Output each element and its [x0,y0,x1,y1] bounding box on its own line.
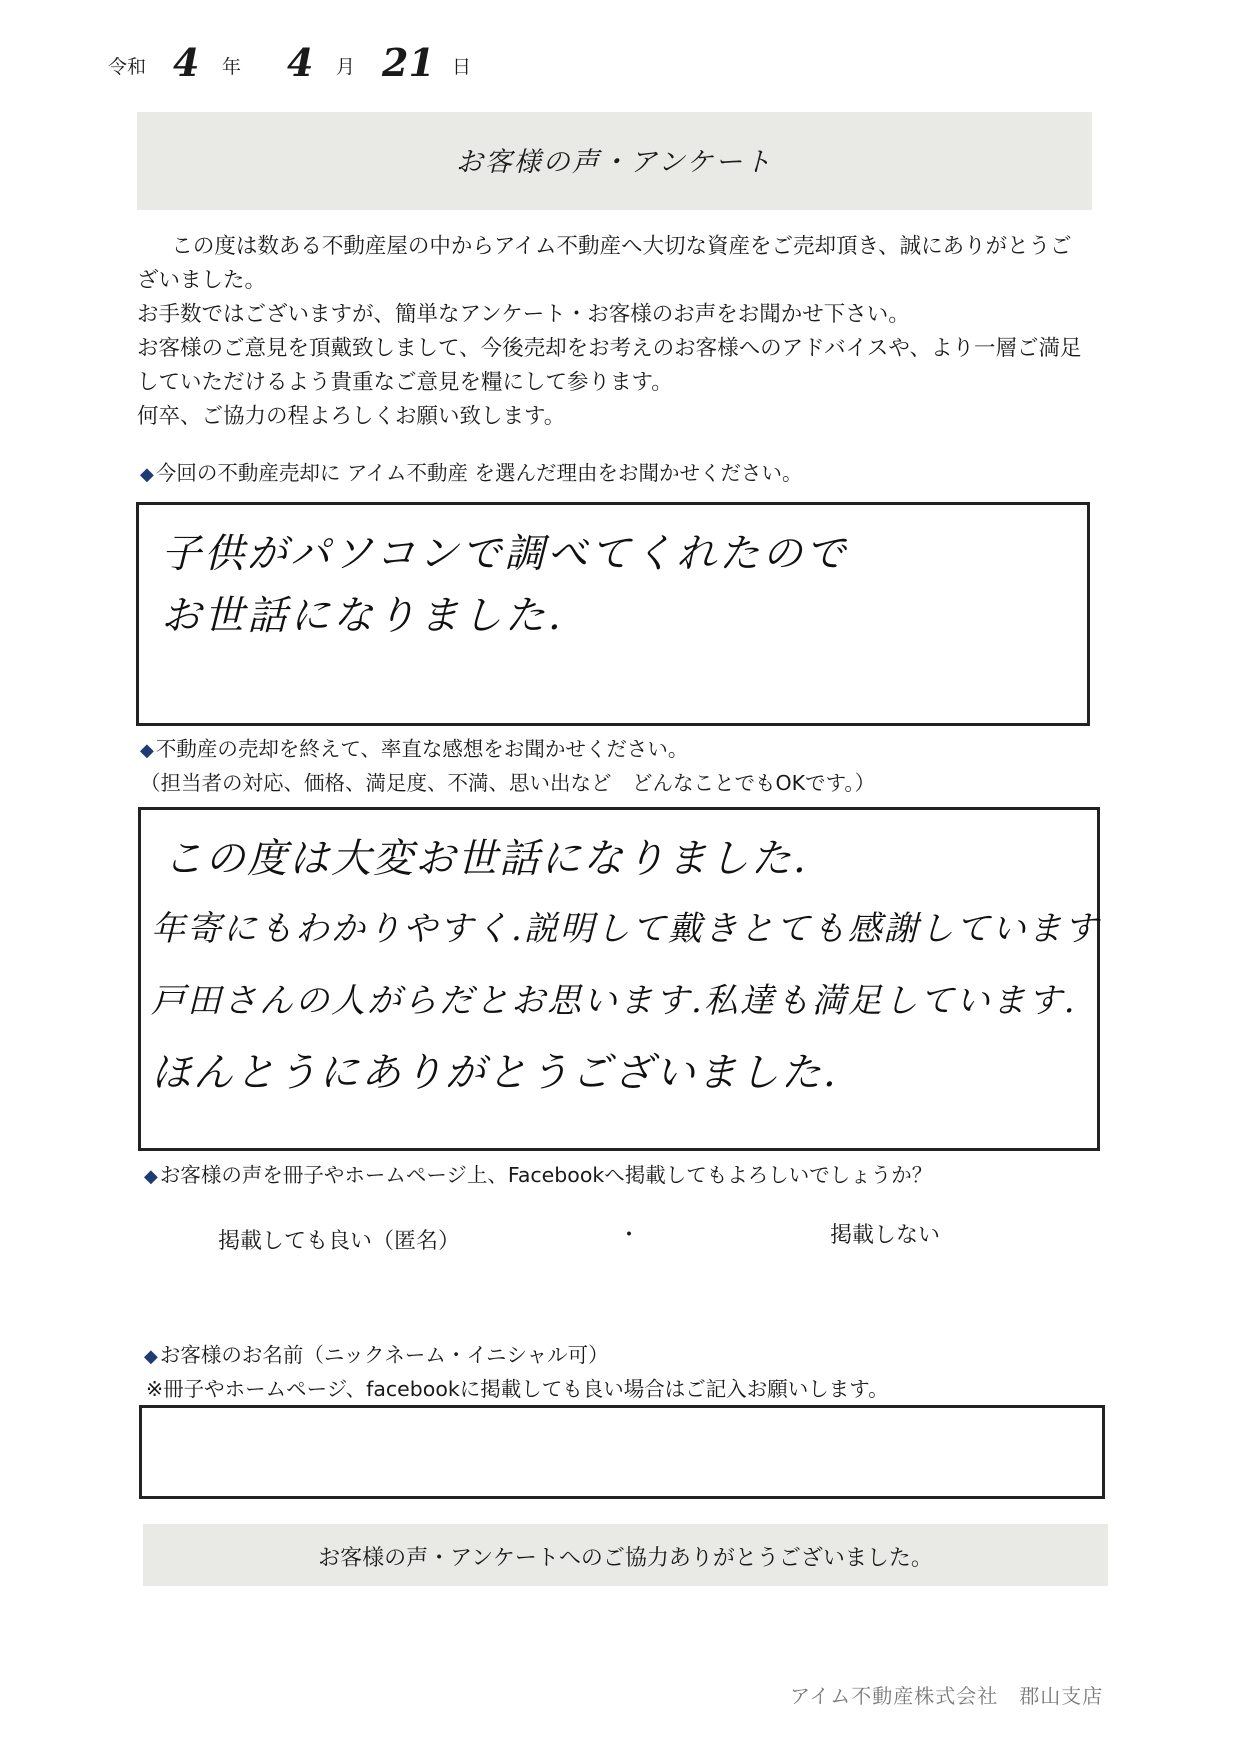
q3-heading [144,1160,932,1192]
date-day: 21 [382,40,435,85]
intro-line: お手数ではございますが、簡単なアンケート・お客様のお声をお聞かせ下さい。 [137,302,910,327]
q4-heading-text: お客様のお名前（ニックネーム・イニシャル可） [159,1343,609,1367]
option-separator: ・ [618,1223,641,1248]
q4-note: ※冊子やホームページ、facebookに掲載しても良い場合はご記入お願いします。 [146,1377,889,1401]
closing-text: お客様の声・アンケートへのご協力ありがとうございました。 [318,1546,933,1571]
intro-line: この度は数ある不動産屋の中からアイム不動産へ大切な資産をご売却頂き、誠にありがとうございました。 [137,234,1072,293]
q1-answer-box[interactable] [136,502,1090,726]
q4-heading [144,1340,609,1372]
date-year: 4 [173,40,200,85]
diamond-icon: ◆ [140,740,154,761]
diamond-icon: ◆ [140,464,154,485]
closing-banner [143,1524,1108,1586]
date-day-unit: 日 [452,56,472,78]
option-publish-anonymous[interactable]: 掲載しても良い（匿名） [218,1229,461,1254]
q3-heading-text: お客様の声を冊子やホームページ上、Facebookへ掲載してもよろしいでしょうか？ [159,1163,933,1187]
page-title: お客様の声・アンケート [455,147,774,178]
q2-answer-line: 戸田さんの人がらだとお思います.私達も満足しています. [151,981,1077,1021]
q2-answer-box[interactable] [138,807,1100,1151]
date-era: 令和 [108,56,147,78]
diamond-icon: ◆ [144,1346,158,1367]
q2-heading-text: 不動産の売却を終えて、率直な感想をお聞かせください。 [155,737,689,761]
q1-heading-text: 今回の不動産売却に アイム不動産 を選んだ理由をお聞かせください。 [155,461,803,485]
q1-heading [140,458,803,490]
intro-line: お客様のご意見を頂戴致しまして、今後売却をお考えのお客様へのアドバイスや、より一層ご満足していただけるよう貴重なご意見を糧にして参ります。 [137,336,1082,395]
company-footer: アイム不動産株式会社 郡山支店 [790,1684,1104,1708]
q2-answer-line: この度は大変お世話になりました. [163,836,808,882]
date-month-unit: 月 [336,56,356,78]
intro-paragraph [137,230,1087,434]
q2-note: （担当者の対応、価格、満足度、不満、思い出など どんなことでもOKです。） [140,771,876,795]
q2-answer-line: 年寄にもわかりやすく.説明して戴きとても感謝しています [151,909,1100,949]
q2-answer-line: ほんとうにありがとうございました. [151,1050,838,1096]
q2-heading [140,734,688,766]
q1-answer-line: 子供がパソコンで調べてくれたので [161,531,849,577]
date-year-unit: 年 [222,56,242,78]
title-banner [137,112,1092,210]
option-do-not-publish[interactable]: 掲載しない [830,1223,941,1248]
q1-answer-line: お世話になりました. [161,593,564,639]
name-input-box[interactable] [139,1405,1105,1499]
date-month: 4 [287,40,314,85]
diamond-icon: ◆ [144,1166,158,1187]
intro-line: 何卒、ご協力の程よろしくお願い致します。 [137,404,566,429]
